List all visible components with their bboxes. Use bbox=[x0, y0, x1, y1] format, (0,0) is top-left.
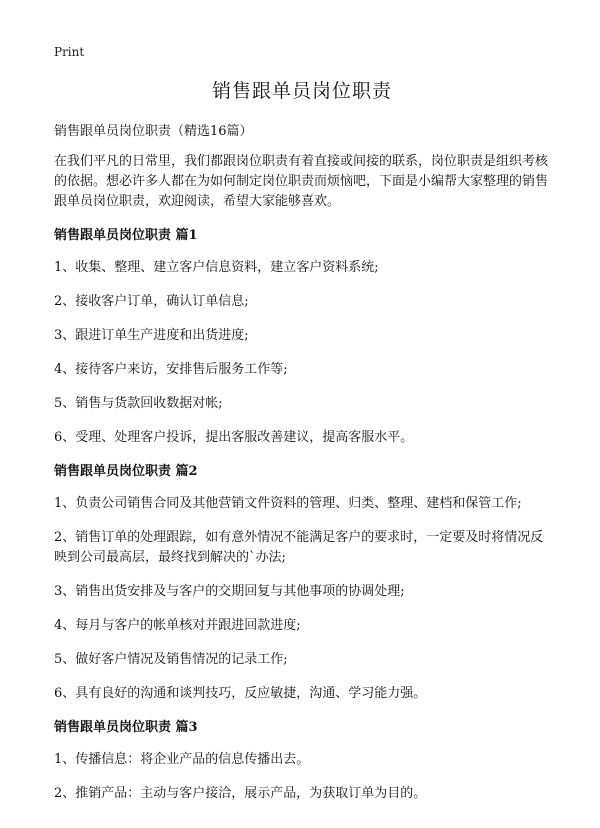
section-heading: 销售跟单员岗位职责 篇3 bbox=[54, 720, 198, 735]
list-item: 2、销售订单的处理跟踪，如有意外情况不能满足客户的要求时，一定要及时将情况反映到公司最高层，最终找到解决的`办法; bbox=[54, 530, 544, 565]
list-item: 2、接收客户订单，确认订单信息; bbox=[54, 294, 249, 309]
list-item: 4、每月与客户的帐单核对并跟进回款进度; bbox=[54, 618, 301, 633]
intro-paragraph: 在我们平凡的日常里，我们都跟岗位职责有着直接或间接的联系，岗位职责是组织考核的依据。想必许多人都在为如何制定岗位职责而烦恼吧，下面是小编帮大家整理的销售跟单员岗位职责，欢迎阅读，希望大家能够喜欢。 bbox=[54, 154, 549, 209]
section-3 bbox=[54, 718, 550, 804]
section-heading: 销售跟单员岗位职责 篇2 bbox=[54, 464, 198, 479]
section-2 bbox=[54, 462, 550, 704]
list-item: 1、负责公司销售合同及其他营销文件资料的管理、归类、整理、建档和保管工作; bbox=[54, 496, 522, 511]
list-item: 3、跟进订单生产进度和出货进度; bbox=[54, 328, 249, 343]
print-label: Print bbox=[54, 45, 85, 59]
list-item: 3、销售出货安排及与客户的交期回复与其他事项的协调处理; bbox=[54, 584, 405, 599]
list-item: 6、受理、处理客户投诉，提出客服改善建议，提高客服水平。 bbox=[54, 430, 414, 445]
list-item: 5、销售与货款回收数据对帐; bbox=[54, 396, 223, 411]
document-title: 销售跟单员岗位职责 bbox=[211, 80, 392, 102]
section-1 bbox=[54, 226, 550, 448]
section-heading: 销售跟单员岗位职责 篇1 bbox=[54, 228, 198, 243]
list-item: 6、具有良好的沟通和谈判技巧，反应敏捷，沟通、学习能力强。 bbox=[54, 686, 427, 701]
document-subtitle: 销售跟单员岗位职责（精选16篇） bbox=[54, 124, 253, 139]
list-item: 4、接待客户来访，安排售后服务工作等; bbox=[54, 362, 288, 377]
list-item: 2、推销产品：主动与客户接洽，展示产品，为获取订单为目的。 bbox=[54, 786, 427, 801]
list-item: 1、传播信息：将企业产品的信息传播出去。 bbox=[54, 752, 310, 767]
list-item: 1、收集、整理、建立客户信息资料，建立客户资料系统; bbox=[54, 260, 379, 275]
list-item: 5、做好客户情况及销售情况的记录工作; bbox=[54, 652, 288, 667]
